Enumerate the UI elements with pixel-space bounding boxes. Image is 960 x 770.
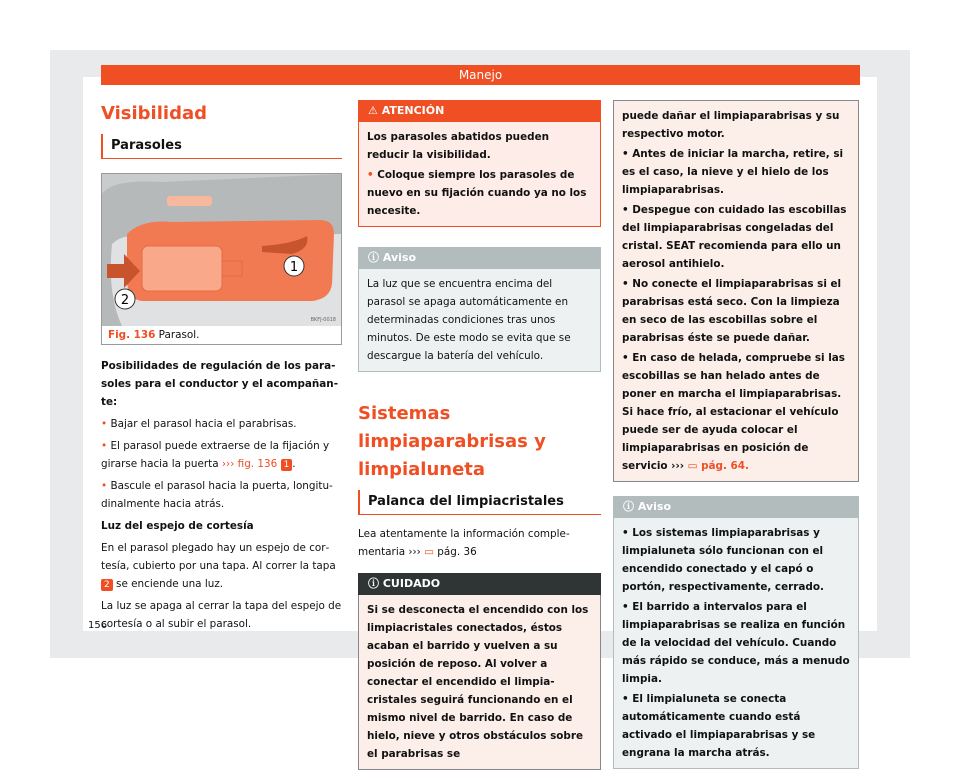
caution-header: ⓘ CUIDADO <box>358 573 601 595</box>
caution-box-continued <box>613 100 859 482</box>
caution-bullet: • En caso de helada, compruebe si las escobillas se han helado antes de poner en marcha el limpiaparabrisas. Si hace frío, al estacionar el vehículo puede ser de ayuda colocar el limpiaparabrisas en posición de servicio ››› ▭ pág. 64. <box>622 352 845 472</box>
warning-triangle-icon: ⚠ <box>368 104 378 117</box>
page-link[interactable]: pág. 36 <box>437 546 477 558</box>
callout-1: 1 <box>289 260 299 275</box>
callout-2: 2 <box>120 293 130 308</box>
book-icon: ▭ <box>687 460 698 472</box>
info-icon: ⓘ <box>623 500 634 513</box>
attention-bullet: • Coloque siempre los parasoles de nuevo en su fijación cuando ya no los necesite. <box>367 169 587 217</box>
attention-header: ⚠ ATENCIÓN <box>358 100 601 122</box>
mirror-title: Luz del espejo de cortesía <box>101 520 254 532</box>
caution-text: Si se desconecta el encendido con los limpiacristales conectados, éstos acaban el barrido y vuelven a su posición de reposo. Al volver a conectar el encendido el limpiacristales seguirá funcionando en el mismo nivel de barrido. En caso de hielo, nieve y otros obstáculos sobre el parabrisas se <box>367 604 589 760</box>
notice-bullet: • El barrido a intervalos para el limpiaparabrisas se realiza en función de la velocidad del vehículo. Cuando más rápido se conduce, más a menudo limpia. <box>622 601 850 685</box>
caution-box <box>358 573 601 770</box>
caution-text: puede dañar el limpiaparabrisas y su respectivo motor. <box>622 110 840 140</box>
callout-badge: 1 <box>281 459 293 471</box>
notice-box <box>358 247 601 372</box>
notice-bullet: • El limpialuneta se conecta automáticamente cuando está activado el limpiaparabrisas y se engrana la marcha atrás. <box>622 693 816 759</box>
left-column <box>101 100 342 633</box>
book-icon: ▭ <box>424 546 434 558</box>
mirror-paragraph-2: La luz se apaga al cerrar la tapa del espejo de cortesía o al subir el parasol. <box>101 600 342 630</box>
caption-text: Parasol. <box>158 329 200 341</box>
figure-caption <box>102 326 341 344</box>
intro-text: Posibilidades de regulación de los parasoles para el conductor y el acompañante: <box>101 360 339 408</box>
page-link[interactable]: pág. 64. <box>701 460 749 472</box>
notice-box <box>613 496 859 769</box>
attention-box <box>358 100 601 227</box>
exclamation-circle-icon: ⓘ <box>368 577 379 590</box>
info-icon: ⓘ <box>368 251 379 264</box>
right-column <box>613 100 859 769</box>
mirror-paragraph: En el parasol plegado hay un espejo de cortesía, cubierto por una tapa. Al correr la tapa 2 se enciende una luz. <box>101 542 336 590</box>
figure-code: BKFJ-0018 <box>310 317 336 323</box>
subsection-title-wiper-lever: Palanca del limpiacristales <box>358 490 601 515</box>
callout-badge: 2 <box>101 579 113 591</box>
caution-bullet: • Antes de iniciar la marcha, retire, si es el caso, la nieve y el hielo de los limpiaparabrisas. <box>622 148 844 196</box>
notice-header: ⓘ Aviso <box>613 496 859 518</box>
ceiling-light-icon <box>167 196 212 206</box>
notice-bullet: • Los sistemas limpiaparabrisas y limpialuneta sólo funcionan con el encendido conectado y el capó o portón, respectivamente, cerrado. <box>622 527 824 593</box>
notice-text: La luz que se encuentra encima del parasol se apaga automáticamente en determinadas condiciones tras unos minutos. De este modo se evita que se descargue la batería del vehículo. <box>367 278 571 362</box>
chapter-header: Manejo <box>101 65 860 85</box>
caution-bullet: • No conecte el limpiaparabrisas si el parabrisas está seco. Con la limpieza en seco de las escobillas sobre el parabrisas éste se puede dañar. <box>622 278 842 344</box>
figure-label: Fig. 136 <box>108 329 156 341</box>
caution-bullet: • Despegue con cuidado las escobillas del limpiaparabrisas congeladas del cristal. SEAT recomienda para ello un aerosol antihielo. <box>622 204 847 270</box>
bullet-item: • Bascule el parasol hacia la puerta, longitudinalmente hacia atrás. <box>101 480 333 510</box>
figure-link[interactable]: ››› fig. 136 <box>221 458 278 470</box>
section-title-wipers: Sistemas limpiaparabrisas y limpialuneta <box>358 403 546 480</box>
page-number: 156 <box>88 620 108 631</box>
read-more: Lea atentamente la información complementaria ››› ▭ pág. 36 <box>358 528 570 558</box>
middle-column <box>358 100 601 770</box>
notice-header: ⓘ Aviso <box>358 247 601 269</box>
section-title: Visibilidad <box>101 103 207 124</box>
attention-text: Los parasoles abatidos pueden reducir la visibilidad. <box>367 131 550 161</box>
bullet-item: • Bajar el parasol hacia el parabrisas. <box>101 418 297 430</box>
subsection-title: Parasoles <box>101 134 342 159</box>
figure-sun-visor <box>101 173 342 345</box>
bullet-item: • El parasol puede extraerse de la fijación y girarse hacia la puerta ››› fig. 136 1 . <box>101 440 330 470</box>
sun-visor-illustration <box>102 174 341 326</box>
